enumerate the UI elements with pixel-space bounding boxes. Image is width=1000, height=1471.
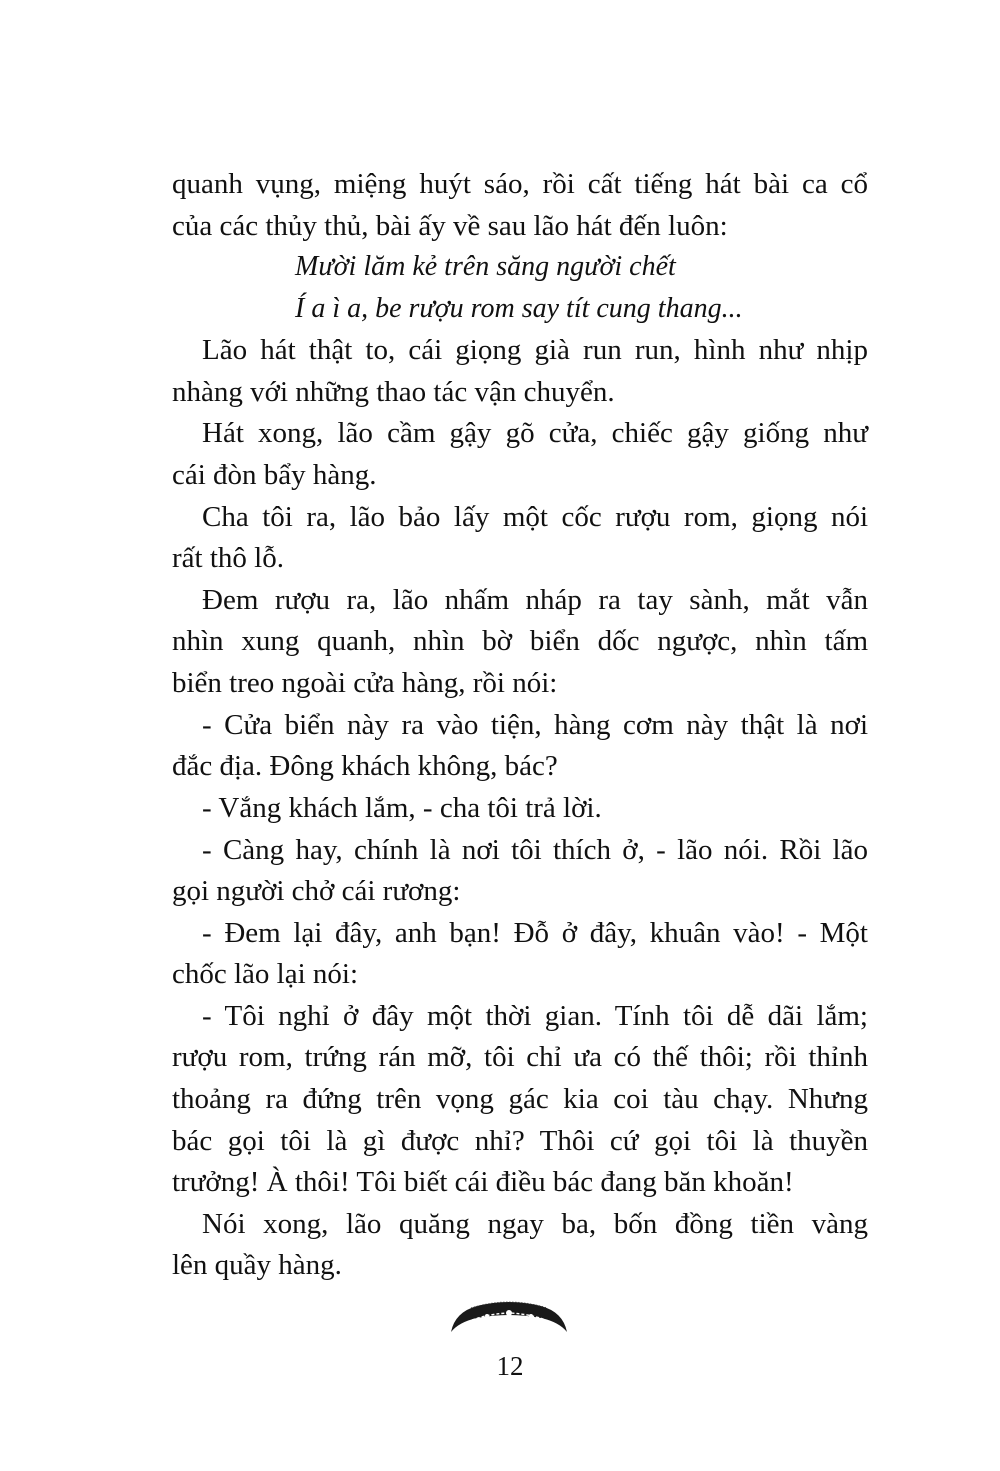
text-line: thoảng ra đứng trên vọng gác kia coi tàu chạy. Nhưng — [172, 1083, 868, 1115]
text-line: rất thô lỗ. — [172, 542, 284, 574]
text-line: gọi người chở cái rương: — [172, 875, 461, 907]
paragraph-start: Đem rượu ra, lão nhấm nháp ra tay sành, mắt vẫn — [202, 584, 868, 616]
paragraph-start: Lão hát thật to, cái giọng già run run, hình như nhịp — [202, 334, 868, 366]
tiara-ornament-icon — [447, 1298, 571, 1334]
text-line: quanh vụng, miệng huýt sáo, rồi cất tiếng hát bài ca cổ — [172, 168, 868, 200]
paragraph-start: Hát xong, lão cầm gậy gõ cửa, chiếc gậy giống như — [202, 417, 868, 449]
text-line: cái đòn bẩy hàng. — [172, 459, 377, 491]
text-line: của các thủy thủ, bài ấy về sau lão hát đến luôn: — [172, 210, 728, 242]
text-line: bác gọi tôi là gì được nhỉ? Thôi cứ gọi tôi là thuyền — [172, 1125, 868, 1157]
text-line: lên quầy hàng. — [172, 1249, 342, 1281]
text-line: nhàng với những thao tác vận chuyển. — [172, 376, 615, 408]
paragraph-start: Nói xong, lão quăng ngay ba, bốn đồng tiền vàng — [202, 1208, 868, 1240]
paragraph-start: - Cửa biển này ra vào tiện, hàng cơm này thật là nơi — [202, 709, 868, 741]
verse-line: Í a ì a, be rượu rom say tít cung thang... — [295, 293, 743, 324]
text-line: chốc lão lại nói: — [172, 958, 359, 990]
text-line: biển treo ngoài cửa hàng, rồi nói: — [172, 667, 558, 699]
paragraph-start: Cha tôi ra, lão bảo lấy một cốc rượu rom, giọng nói — [202, 501, 868, 533]
paragraph-start: - Càng hay, chính là nơi tôi thích ở, - lão nói. Rồi lão — [202, 834, 868, 866]
text-line: rượu rom, trứng rán mỡ, tôi chỉ ưa có thế thôi; rồi thỉnh — [172, 1041, 868, 1073]
text-line: đắc địa. Đông khách không, bác? — [172, 750, 558, 782]
text-line: trưởng! À thôi! Tôi biết cái điều bác đang băn khoăn! — [172, 1166, 794, 1198]
paragraph-start: - Vắng khách lắm, - cha tôi trả lời. — [202, 792, 602, 824]
paragraph-start: - Đem lại đây, anh bạn! Đỗ ở đây, khuân vào! - Một — [202, 917, 868, 949]
text-line: nhìn xung quanh, nhìn bờ biển dốc ngược, nhìn tấm — [172, 625, 868, 657]
page-number: 12 — [496, 1351, 524, 1381]
paragraph-start: - Tôi nghỉ ở đây một thời gian. Tính tôi dễ dãi lắm; — [202, 1000, 868, 1032]
verse-line: Mười lăm kẻ trên săng người chết — [295, 251, 676, 282]
